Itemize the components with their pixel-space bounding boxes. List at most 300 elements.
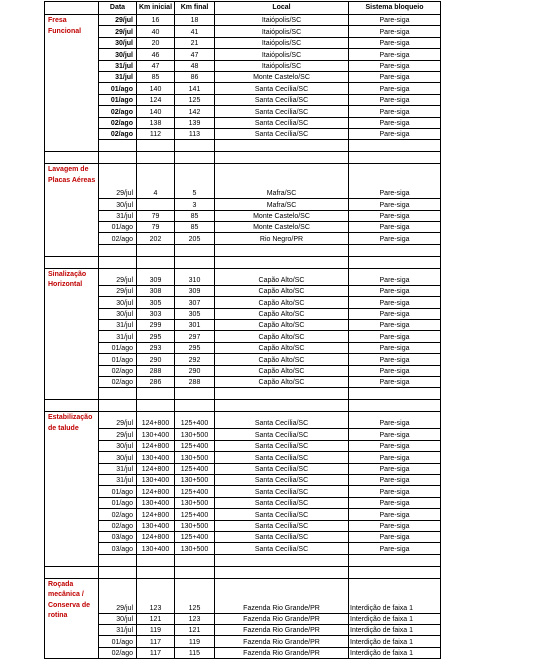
date-cell: 01/ago [99, 222, 137, 233]
km-final-cell: 130+500 [175, 520, 215, 531]
sistema-cell: Pare-siga [349, 285, 441, 296]
table-row [45, 210, 441, 221]
sistema-cell: Pare-siga [349, 199, 441, 210]
km-final-cell: 125+400 [175, 412, 215, 429]
km-final-cell: 123 [175, 613, 215, 624]
empty-cell [137, 152, 175, 164]
km-inicial-cell: 112 [137, 128, 175, 139]
empty-cell [349, 400, 441, 412]
km-final-cell: 125 [175, 94, 215, 105]
km-inicial-cell: 140 [137, 106, 175, 117]
sistema-cell: Pare-siga [349, 452, 441, 463]
table-row [45, 320, 441, 331]
spacer-row [45, 400, 441, 412]
km-final-cell: 125+400 [175, 440, 215, 451]
empty-cell [175, 152, 215, 164]
empty-cell [175, 140, 215, 152]
local-cell: Mafra/SC [215, 199, 349, 210]
spacer-row [45, 256, 441, 268]
km-final-cell: 288 [175, 376, 215, 387]
table-row [45, 376, 441, 387]
empty-cell [137, 140, 175, 152]
local-cell: Capão Alto/SC [215, 308, 349, 319]
header-empty [45, 2, 99, 15]
table-row [45, 106, 441, 117]
km-final-cell: 119 [175, 636, 215, 647]
sistema-cell: Pare-siga [349, 233, 441, 244]
date-cell: 02/ago [99, 509, 137, 520]
km-inicial-cell: 138 [137, 117, 175, 128]
empty-cell [99, 566, 137, 578]
km-final-cell: 290 [175, 365, 215, 376]
empty-cell [99, 388, 137, 400]
table-row [45, 15, 441, 26]
local-cell: Santa Cecília/SC [215, 429, 349, 440]
km-final-cell: 142 [175, 106, 215, 117]
km-inicial-cell: 130+400 [137, 520, 175, 531]
sistema-cell: Pare-siga [349, 520, 441, 531]
local-cell: Itaiópolis/SC [215, 60, 349, 71]
local-cell: Santa Cecília/SC [215, 520, 349, 531]
section-title: Estabilização de talude [45, 412, 99, 566]
local-cell: Santa Cecília/SC [215, 486, 349, 497]
km-final-cell: 301 [175, 320, 215, 331]
local-cell: Capão Alto/SC [215, 268, 349, 285]
table-row [45, 128, 441, 139]
km-inicial-cell: 123 [137, 578, 175, 613]
km-inicial-cell: 117 [137, 647, 175, 658]
date-cell: 01/ago [99, 497, 137, 508]
date-cell: 30/jul [99, 199, 137, 210]
km-inicial-cell: 130+400 [137, 429, 175, 440]
empty-cell [175, 566, 215, 578]
table-row [45, 297, 441, 308]
empty-cell [137, 388, 175, 400]
km-final-cell: 125+400 [175, 509, 215, 520]
sistema-cell: Pare-siga [349, 412, 441, 429]
km-inicial-cell: 303 [137, 308, 175, 319]
sistema-cell: Pare-siga [349, 509, 441, 520]
date-cell: 31/jul [99, 625, 137, 636]
local-cell: Capão Alto/SC [215, 285, 349, 296]
sistema-cell: Pare-siga [349, 106, 441, 117]
empty-cell [349, 152, 441, 164]
sistema-cell: Pare-siga [349, 164, 441, 199]
km-final-cell: 85 [175, 222, 215, 233]
table-row [45, 94, 441, 105]
km-inicial-cell: 85 [137, 71, 175, 82]
local-cell: Capão Alto/SC [215, 297, 349, 308]
date-cell: 30/jul [99, 49, 137, 60]
empty-row [45, 388, 441, 400]
km-inicial-cell: 124+800 [137, 463, 175, 474]
table-row [45, 452, 441, 463]
empty-cell [349, 388, 441, 400]
km-final-cell: 115 [175, 647, 215, 658]
sistema-cell: Pare-siga [349, 297, 441, 308]
km-final-cell: 113 [175, 128, 215, 139]
date-cell: 29/jul [99, 15, 137, 26]
local-cell: Capão Alto/SC [215, 342, 349, 353]
local-cell: Fazenda Rio Grande/PR [215, 578, 349, 613]
date-cell: 02/ago [99, 106, 137, 117]
km-final-cell: 130+500 [175, 452, 215, 463]
sistema-cell: Pare-siga [349, 440, 441, 451]
km-final-cell: 130+500 [175, 543, 215, 554]
sistema-cell: Pare-siga [349, 71, 441, 82]
km-inicial-cell: 130+400 [137, 497, 175, 508]
empty-row [45, 140, 441, 152]
local-cell: Fazenda Rio Grande/PR [215, 636, 349, 647]
date-cell: 30/jul [99, 440, 137, 451]
empty-row [45, 554, 441, 566]
empty-row [45, 244, 441, 256]
km-final-cell: 130+500 [175, 497, 215, 508]
km-inicial-cell: 308 [137, 285, 175, 296]
km-final-cell: 130+500 [175, 429, 215, 440]
table-row [45, 60, 441, 71]
km-final-cell: 121 [175, 625, 215, 636]
table-row [45, 613, 441, 624]
sistema-cell: Pare-siga [349, 37, 441, 48]
empty-cell [215, 400, 349, 412]
km-inicial-cell: 124+800 [137, 412, 175, 429]
table-row [45, 117, 441, 128]
local-cell: Capão Alto/SC [215, 320, 349, 331]
local-cell: Santa Cecília/SC [215, 128, 349, 139]
sistema-cell: Interdição de faixa 1 [349, 578, 441, 613]
table-body [45, 15, 441, 659]
km-inicial-cell: 124+800 [137, 531, 175, 542]
local-cell: Fazenda Rio Grande/PR [215, 613, 349, 624]
local-cell: Santa Cecília/SC [215, 440, 349, 451]
local-cell: Santa Cecília/SC [215, 463, 349, 474]
sistema-cell: Pare-siga [349, 15, 441, 26]
section-title: Lavagem de Placas Aéreas [45, 164, 99, 257]
local-cell: Santa Cecília/SC [215, 543, 349, 554]
local-cell: Santa Cecília/SC [215, 509, 349, 520]
header-km-final: Km final [175, 2, 215, 15]
date-cell: 31/jul [99, 320, 137, 331]
km-final-cell: 47 [175, 49, 215, 60]
date-cell: 02/ago [99, 128, 137, 139]
sistema-cell: Interdição de faixa 1 [349, 613, 441, 624]
table-row [45, 222, 441, 233]
km-inicial-cell: 305 [137, 297, 175, 308]
km-inicial-cell: 130+400 [137, 543, 175, 554]
section-title: Sinalização Horizontal [45, 268, 99, 400]
empty-cell [99, 400, 137, 412]
empty-cell [215, 566, 349, 578]
km-final-cell: 292 [175, 354, 215, 365]
table-row [45, 308, 441, 319]
km-final-cell: 309 [175, 285, 215, 296]
km-final-cell: 5 [175, 164, 215, 199]
schedule-table [44, 1, 441, 659]
date-cell: 31/jul [99, 60, 137, 71]
local-cell: Fazenda Rio Grande/PR [215, 625, 349, 636]
table-row [45, 429, 441, 440]
km-inicial-cell: 124+800 [137, 486, 175, 497]
km-inicial-cell: 290 [137, 354, 175, 365]
km-inicial-cell: 140 [137, 83, 175, 94]
km-final-cell: 295 [175, 342, 215, 353]
km-final-cell: 139 [175, 117, 215, 128]
header-data: Data [99, 2, 137, 15]
date-cell: 29/jul [99, 26, 137, 37]
date-cell: 30/jul [99, 452, 137, 463]
empty-cell [349, 244, 441, 256]
km-inicial-cell: 117 [137, 636, 175, 647]
km-final-cell: 307 [175, 297, 215, 308]
km-final-cell: 297 [175, 331, 215, 342]
table-row [45, 636, 441, 647]
table-row [45, 199, 441, 210]
empty-cell [175, 400, 215, 412]
date-cell: 01/ago [99, 636, 137, 647]
date-cell: 02/ago [99, 376, 137, 387]
empty-cell [45, 256, 99, 268]
sistema-cell: Pare-siga [349, 474, 441, 485]
date-cell: 01/ago [99, 486, 137, 497]
table-row [45, 83, 441, 94]
sistema-cell: Interdição de faixa 1 [349, 636, 441, 647]
sistema-cell: Pare-siga [349, 26, 441, 37]
local-cell: Santa Cecília/SC [215, 106, 349, 117]
table-row [45, 37, 441, 48]
sistema-cell: Pare-siga [349, 497, 441, 508]
date-cell: 02/ago [99, 117, 137, 128]
km-inicial-cell: 130+400 [137, 474, 175, 485]
sistema-cell: Pare-siga [349, 365, 441, 376]
local-cell: Fazenda Rio Grande/PR [215, 647, 349, 658]
km-inicial-cell: 20 [137, 37, 175, 48]
sistema-cell: Pare-siga [349, 49, 441, 60]
table-row [45, 647, 441, 658]
empty-cell [349, 140, 441, 152]
date-cell: 30/jul [99, 613, 137, 624]
sistema-cell: Pare-siga [349, 60, 441, 71]
header-km-inicial: Km inicial [137, 2, 175, 15]
table-row [45, 463, 441, 474]
empty-cell [215, 244, 349, 256]
km-inicial-cell: 47 [137, 60, 175, 71]
empty-cell [45, 152, 99, 164]
table-row [45, 625, 441, 636]
km-inicial-cell: 79 [137, 210, 175, 221]
table-row [45, 268, 441, 285]
header-sistema: Sistema bloqueio [349, 2, 441, 15]
local-cell: Mafra/SC [215, 164, 349, 199]
km-inicial-cell: 119 [137, 625, 175, 636]
empty-cell [137, 554, 175, 566]
km-inicial-cell: 309 [137, 268, 175, 285]
km-inicial-cell: 286 [137, 376, 175, 387]
date-cell: 29/jul [99, 285, 137, 296]
date-cell: 29/jul [99, 164, 137, 199]
km-final-cell: 21 [175, 37, 215, 48]
km-final-cell: 86 [175, 71, 215, 82]
km-final-cell: 3 [175, 199, 215, 210]
date-cell: 03/ago [99, 531, 137, 542]
km-final-cell: 85 [175, 210, 215, 221]
sistema-cell: Pare-siga [349, 308, 441, 319]
km-inicial-cell: 121 [137, 613, 175, 624]
sistema-cell: Pare-siga [349, 128, 441, 139]
spacer-row [45, 566, 441, 578]
table-row [45, 26, 441, 37]
local-cell: Santa Cecília/SC [215, 497, 349, 508]
empty-cell [215, 152, 349, 164]
sistema-cell: Pare-siga [349, 531, 441, 542]
local-cell: Capão Alto/SC [215, 376, 349, 387]
sistema-cell: Pare-siga [349, 320, 441, 331]
table-row [45, 331, 441, 342]
date-cell: 03/ago [99, 543, 137, 554]
empty-cell [137, 400, 175, 412]
sistema-cell: Pare-siga [349, 268, 441, 285]
empty-cell [215, 256, 349, 268]
km-inicial-cell: 124+800 [137, 509, 175, 520]
table-row [45, 578, 441, 613]
empty-cell [349, 256, 441, 268]
spacer-row [45, 152, 441, 164]
table-row [45, 365, 441, 376]
sistema-cell: Interdição de faixa 1 [349, 647, 441, 658]
empty-cell [215, 388, 349, 400]
local-cell: Itaiópolis/SC [215, 49, 349, 60]
local-cell: Monte Castelo/SC [215, 210, 349, 221]
empty-cell [349, 566, 441, 578]
date-cell: 02/ago [99, 365, 137, 376]
km-inicial-cell: 293 [137, 342, 175, 353]
empty-cell [137, 244, 175, 256]
date-cell: 29/jul [99, 578, 137, 613]
date-cell: 29/jul [99, 268, 137, 285]
km-inicial-cell: 40 [137, 26, 175, 37]
table-row [45, 440, 441, 451]
km-final-cell: 205 [175, 233, 215, 244]
date-cell: 01/ago [99, 83, 137, 94]
empty-cell [45, 566, 99, 578]
date-cell: 29/jul [99, 412, 137, 429]
km-inicial-cell: 16 [137, 15, 175, 26]
km-inicial-cell [137, 199, 175, 210]
km-inicial-cell: 4 [137, 164, 175, 199]
km-inicial-cell: 202 [137, 233, 175, 244]
local-cell: Capão Alto/SC [215, 331, 349, 342]
empty-cell [175, 256, 215, 268]
empty-cell [99, 140, 137, 152]
km-final-cell: 130+500 [175, 474, 215, 485]
empty-cell [99, 244, 137, 256]
empty-cell [215, 554, 349, 566]
km-final-cell: 125+400 [175, 463, 215, 474]
km-inicial-cell: 79 [137, 222, 175, 233]
empty-cell [45, 400, 99, 412]
date-cell: 30/jul [99, 308, 137, 319]
km-final-cell: 125+400 [175, 486, 215, 497]
local-cell: Rio Negro/PR [215, 233, 349, 244]
km-inicial-cell: 288 [137, 365, 175, 376]
date-cell: 02/ago [99, 647, 137, 658]
km-inicial-cell: 124+800 [137, 440, 175, 451]
date-cell: 02/ago [99, 520, 137, 531]
km-inicial-cell: 46 [137, 49, 175, 60]
section-title: Roçada mecânica / Conserva de rotina [45, 578, 99, 659]
empty-cell [175, 554, 215, 566]
sistema-cell: Pare-siga [349, 429, 441, 440]
km-final-cell: 141 [175, 83, 215, 94]
date-cell: 31/jul [99, 71, 137, 82]
header-row [45, 2, 441, 15]
date-cell: 30/jul [99, 297, 137, 308]
empty-cell [99, 152, 137, 164]
sistema-cell: Pare-siga [349, 543, 441, 554]
local-cell: Monte Castelo/SC [215, 222, 349, 233]
table-row [45, 531, 441, 542]
empty-cell [349, 554, 441, 566]
table-row [45, 497, 441, 508]
km-final-cell: 310 [175, 268, 215, 285]
sistema-cell: Pare-siga [349, 83, 441, 94]
local-cell: Santa Cecília/SC [215, 83, 349, 94]
local-cell: Itaiópolis/SC [215, 37, 349, 48]
empty-cell [215, 140, 349, 152]
table-row [45, 520, 441, 531]
empty-cell [137, 566, 175, 578]
table-row [45, 164, 441, 199]
sistema-cell: Pare-siga [349, 210, 441, 221]
sistema-cell: Pare-siga [349, 342, 441, 353]
table-row [45, 233, 441, 244]
km-inicial-cell: 299 [137, 320, 175, 331]
table-row [45, 71, 441, 82]
empty-cell [99, 554, 137, 566]
local-cell: Itaiópolis/SC [215, 26, 349, 37]
table-row [45, 486, 441, 497]
sistema-cell: Pare-siga [349, 463, 441, 474]
date-cell: 31/jul [99, 463, 137, 474]
date-cell: 30/jul [99, 37, 137, 48]
table-row [45, 49, 441, 60]
empty-cell [137, 256, 175, 268]
local-cell: Itaiópolis/SC [215, 15, 349, 26]
km-final-cell: 48 [175, 60, 215, 71]
date-cell: 29/jul [99, 429, 137, 440]
local-cell: Santa Cecília/SC [215, 94, 349, 105]
table-row [45, 354, 441, 365]
local-cell: Santa Cecília/SC [215, 474, 349, 485]
date-cell: 31/jul [99, 331, 137, 342]
sistema-cell: Interdição de faixa 1 [349, 625, 441, 636]
table-row [45, 342, 441, 353]
date-cell: 31/jul [99, 210, 137, 221]
km-final-cell: 125+400 [175, 531, 215, 542]
local-cell: Capão Alto/SC [215, 365, 349, 376]
km-inicial-cell: 124 [137, 94, 175, 105]
date-cell: 01/ago [99, 342, 137, 353]
local-cell: Santa Cecília/SC [215, 531, 349, 542]
header-local: Local [215, 2, 349, 15]
date-cell: 02/ago [99, 233, 137, 244]
km-final-cell: 41 [175, 26, 215, 37]
km-final-cell: 18 [175, 15, 215, 26]
km-inicial-cell: 130+400 [137, 452, 175, 463]
date-cell: 01/ago [99, 94, 137, 105]
empty-cell [175, 244, 215, 256]
date-cell: 31/jul [99, 474, 137, 485]
